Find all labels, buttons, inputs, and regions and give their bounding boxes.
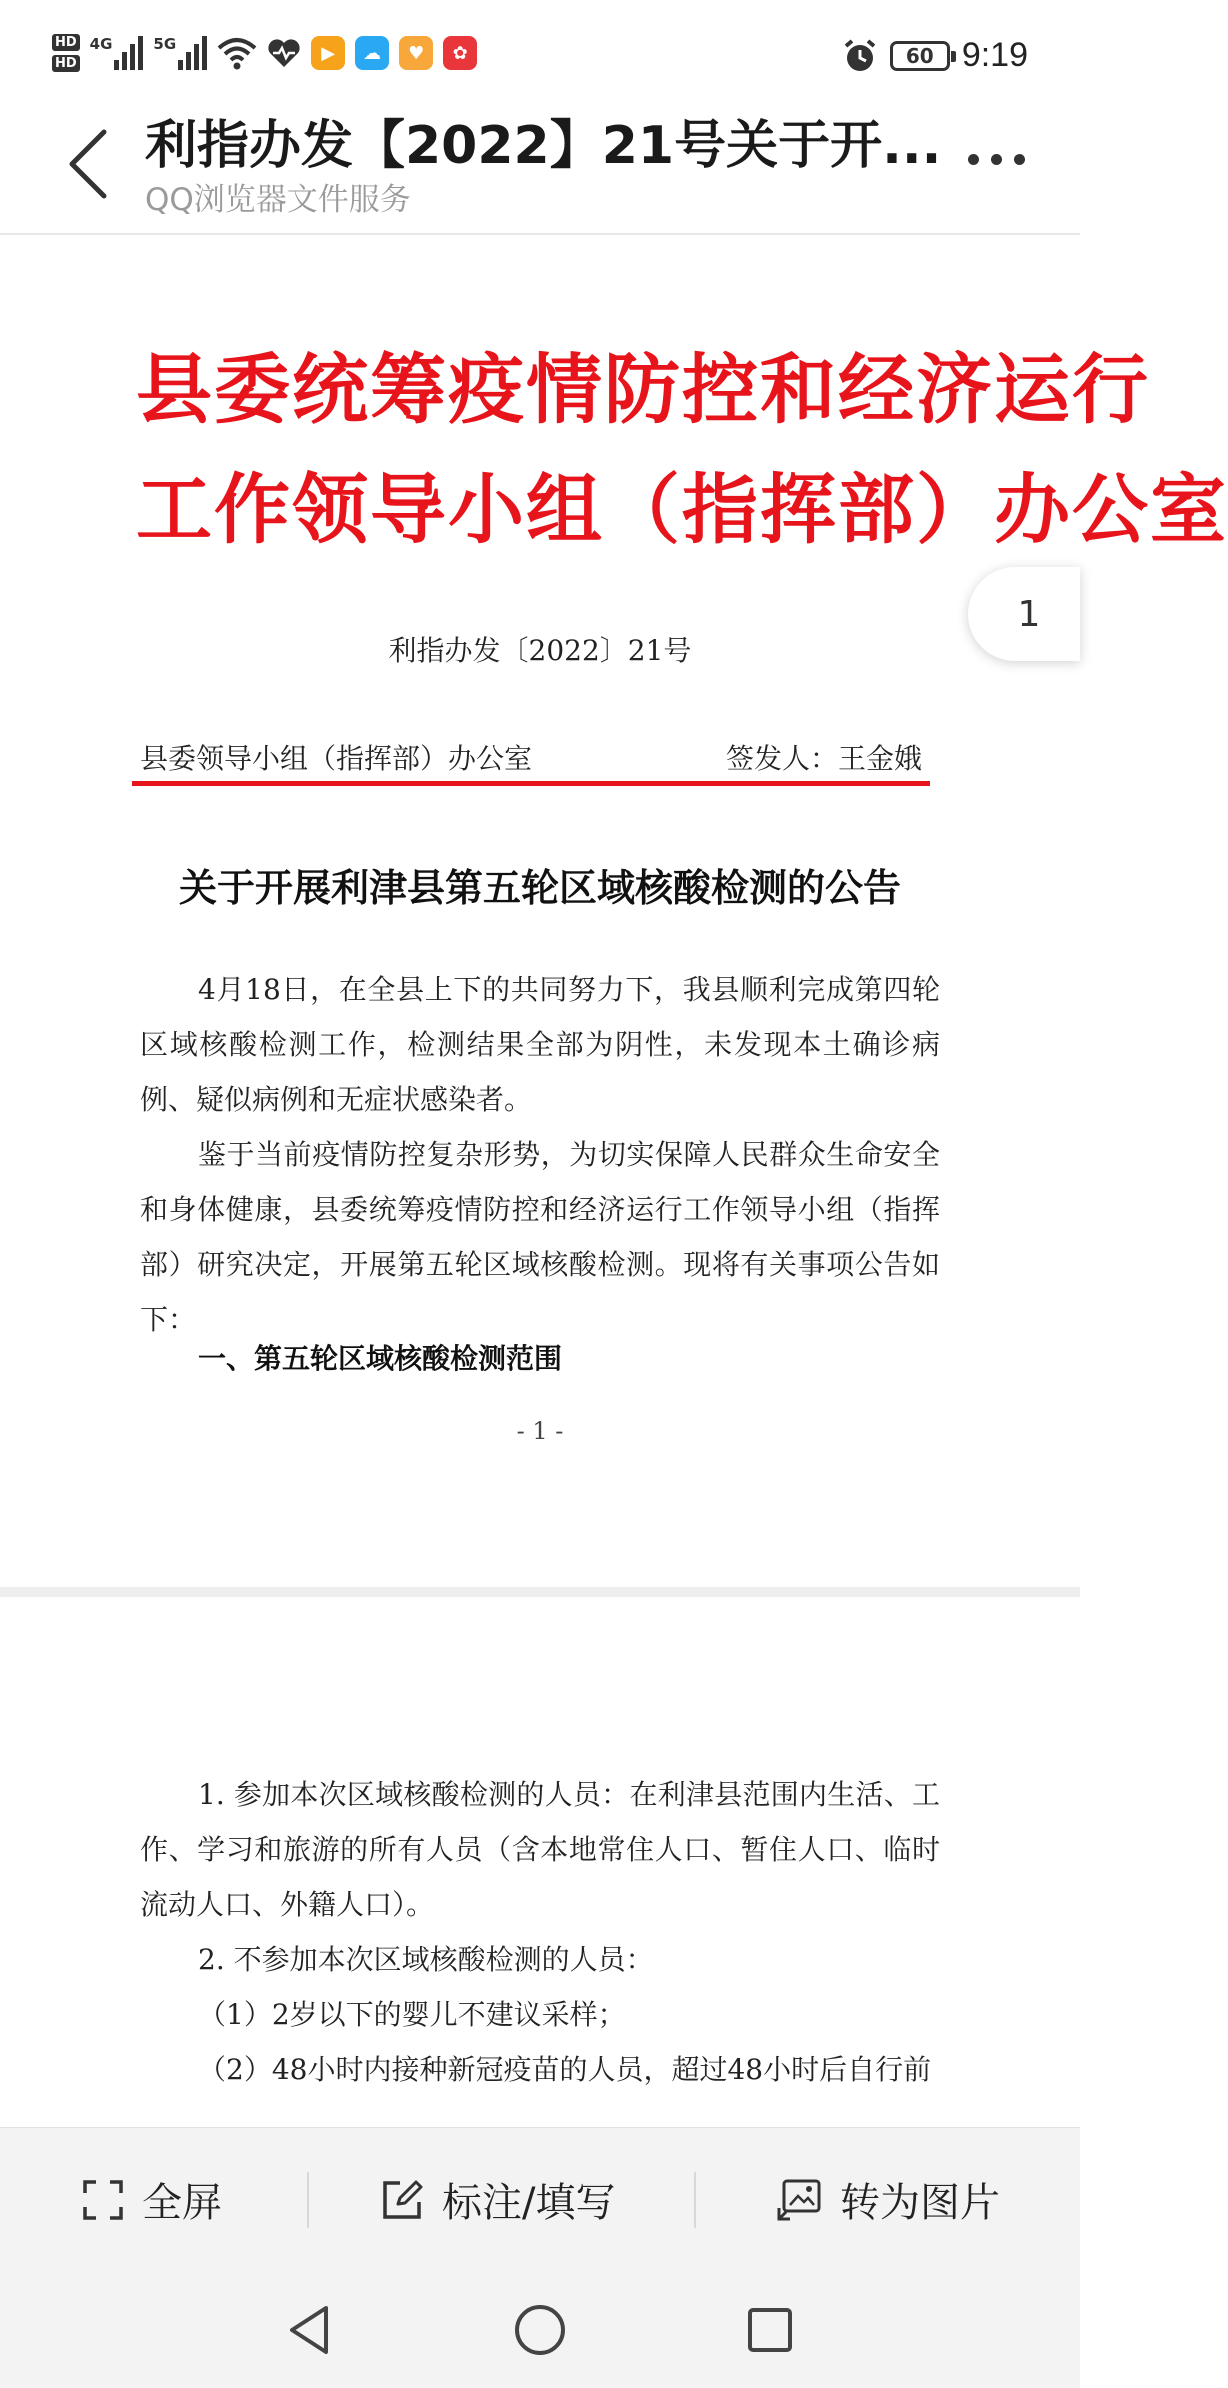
hd-voice-badge: HD [52,34,80,51]
section-heading-1: 一、第五轮区域核酸检测范围 [198,1342,563,1375]
page-separator [0,1587,1080,1597]
annotate-button[interactable] [380,2128,615,2271]
red-divider [132,781,930,786]
signer: 签发人：王金娥 [725,742,922,775]
red-header-line-1: 县委统筹疫情防控和经济运行 [136,345,1150,434]
heart-health-icon [267,37,301,69]
fullscreen-label: 全屏 [142,2180,222,2226]
document-number: 利指办发〔2022〕21号 [388,634,692,667]
more-options-icon[interactable] [968,154,1025,165]
bottom-toolbar [0,2127,1080,2270]
toolbar-divider [307,2172,309,2228]
document-page-2 [0,1597,1080,2137]
hd-voice-badge-2: HD [52,55,80,72]
chat-app-icon: ♥ [399,36,433,70]
nav-recents-icon[interactable] [740,2300,800,2360]
page2-item-4: （2）48小时内接种新冠疫苗的人员，超过48小时后自行前 [198,2053,932,2086]
page-subtitle: QQ浏览器文件服务 [145,182,411,218]
fullscreen-button[interactable] [82,2128,222,2271]
page-title: 利指办发【2022】21号关于开... [145,116,942,176]
annotate-label: 标注/填写 [442,2180,616,2226]
paragraph-1: 4月18日，在全县上下的共同努力下，我县顺利完成第四轮区域核酸检测工作，检测结果全部为阴性，未发现本土确诊病例、疑似病例和无症状感染者。 [140,973,940,1116]
notice-title: 关于开展利津县第五轮区域核酸检测的公告 [178,865,901,910]
page2-paragraph-1: 1. 参加本次区域核酸检测的人员：在利津县范围内生活、工作、学习和旅游的所有人员（含本地常住人口、暂住人口、临时流动人口、外籍人口）。 [140,1778,940,1921]
network-gen-label-2: 5G [153,35,177,53]
convert-to-image-button[interactable] [776,2128,1000,2271]
wifi-icon [217,36,257,70]
issuer: 县委领导小组（指挥部）办公室 [140,742,533,775]
convert-to-image-label: 转为图片 [840,2180,1000,2226]
toolbar-divider-2 [694,2172,696,2228]
clock: 9:19 [961,36,1028,74]
nav-home-icon[interactable] [510,2300,570,2360]
page2-item-2: 2. 不参加本次区域核酸检测的人员： [198,1943,654,1976]
image-convert-icon [776,2178,822,2222]
cloud-app-icon: ☁ [355,36,389,70]
fullscreen-icon [82,2179,124,2221]
signal-icon-2 [153,36,207,70]
play-app-icon: ▶ [311,36,345,70]
page-number: - 1 - [516,1417,564,1445]
network-gen-label: 4G [89,35,113,53]
page2-item-3: （1）2岁以下的婴儿不建议采样； [198,1998,626,2031]
gift-app-icon: ✿ [443,36,477,70]
red-header-line-2: 工作领导小组（指挥部）办公室 [136,465,1228,554]
status-bar [0,0,1080,110]
paragraph-2: 鉴于当前疫情防控复杂形势，为切实保障人民群众生命安全和身体健康，县委统筹疫情防控和经济运行工作领导小组（指挥部）研究决定，开展第五轮区域核酸检测。现将有关事项公告如下： [140,1138,940,1336]
battery-icon: 60 [890,41,950,71]
back-arrow-icon[interactable] [58,124,118,204]
title-bar [0,110,1080,235]
page-indicator[interactable]: 1 [968,567,1080,661]
nav-back-icon[interactable] [280,2300,340,2360]
edit-icon [380,2178,424,2222]
system-navigation-bar [0,2270,1080,2388]
alarm-icon [842,38,878,74]
document-viewer[interactable] [0,237,1228,2127]
document-page-1 [0,237,1228,1587]
signal-icon [90,36,144,70]
